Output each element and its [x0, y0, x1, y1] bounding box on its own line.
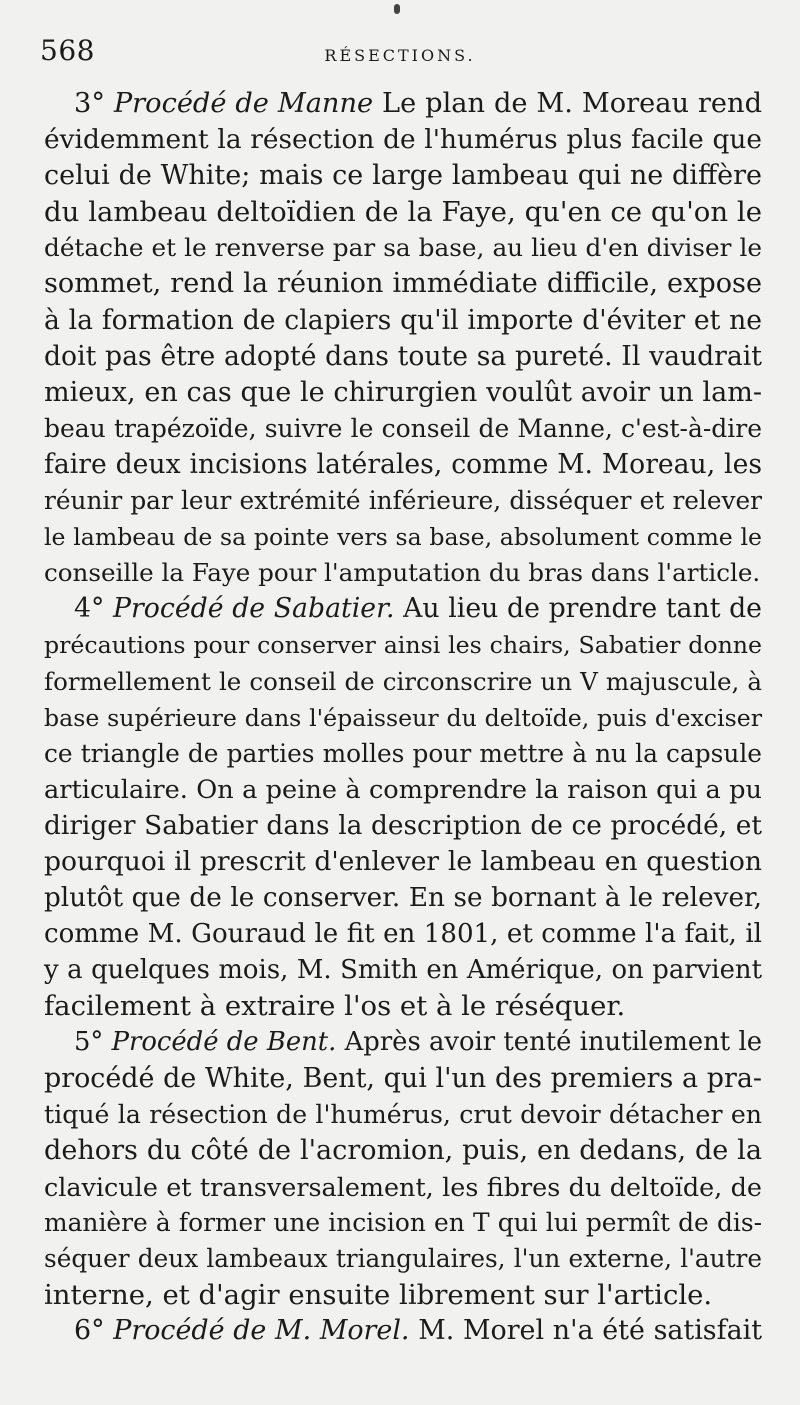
text-line — [44, 591, 762, 627]
text-line — [44, 483, 762, 519]
text-line — [44, 880, 762, 916]
section-number: 5° — [74, 1027, 112, 1058]
line-text: celui de White; mais ce large lambeau qui ne diffère — [44, 160, 762, 192]
line-text: procédé de White, Bent, qui l'un des premiers a pra- — [44, 1062, 762, 1094]
line-text: doit pas être adopté dans toute sa pureté. Il vaudrait — [44, 340, 762, 372]
text-line — [44, 1061, 762, 1097]
text-line — [44, 1241, 762, 1277]
text-line — [44, 1097, 762, 1133]
line-text: interne, et d'agir ensuite librement sur l'article. — [44, 1279, 713, 1312]
text-line — [44, 194, 762, 230]
line-text: mieux, en cas que le chirurgien voulût avoir un lam- — [44, 376, 762, 408]
text-line — [44, 916, 762, 952]
text-line — [44, 1169, 762, 1205]
line-text: dehors du côté de l'acromion, puis, en dedans, de la — [44, 1134, 762, 1166]
text-line — [44, 519, 762, 555]
line-text: pourquoi il prescrit d'enlever le lambeau en question — [44, 845, 762, 877]
line-text: à la formation de clapiers qu'il importe d'éviter et ne — [44, 304, 762, 336]
text-line — [44, 700, 762, 736]
text-line — [44, 808, 762, 844]
section-heading: Procédé de Bent. — [111, 1027, 337, 1058]
section-heading: Procédé de Manne — [113, 88, 374, 119]
text-line — [44, 1277, 762, 1313]
text-line — [44, 664, 762, 700]
text-line — [44, 1133, 762, 1169]
line-text: clavicule et transversalement, les fibres du deltoïde, de — [44, 1171, 762, 1202]
line-text: sommet, rend la réunion immédiate difficile, expose — [44, 268, 762, 300]
line-text: séquer deux lambeaux triangulaires, l'un externe, l'autre — [44, 1244, 762, 1273]
line-text: évidemment la résection de l'humérus plus facile que — [44, 125, 762, 156]
text-line — [44, 230, 762, 266]
line-text: conseille la Faye pour l'amputation du bras dans l'article. — [44, 558, 761, 588]
text-line — [44, 266, 762, 302]
line-text: M. Morel n'a été satisfait — [409, 1315, 763, 1347]
line-text: y a quelques mois, M. Smith en Amérique, on parvient — [44, 955, 762, 986]
line-text: plutôt que de le conserver. En se bornant à le relever, — [44, 883, 762, 914]
text-line — [44, 158, 762, 194]
line-text: manière à former une incision en T qui lui permît de dis- — [44, 1207, 762, 1237]
section-heading: Procédé de M. Morel. — [113, 1315, 410, 1347]
text-line — [44, 411, 762, 447]
line-text: détache et le renverse par sa base, au lieu d'en diviser le — [44, 233, 762, 263]
running-head: RÉSECTIONS. — [324, 46, 476, 65]
line-text: formellement le conseil de circonscrire un V majuscule, à — [44, 666, 762, 696]
section-number: 3° — [74, 88, 114, 119]
text-line — [44, 1024, 762, 1060]
text-line — [44, 1205, 762, 1241]
text-line — [44, 339, 762, 375]
line-text: diriger Sabatier dans la description de ce procédé, et — [44, 810, 762, 841]
line-text: Le plan de M. Moreau rend — [373, 88, 762, 119]
text-line — [44, 772, 762, 808]
text-line — [44, 303, 762, 339]
text-line — [44, 627, 762, 663]
line-text: précautions pour conserver ainsi les chairs, Sabatier donne — [44, 631, 762, 660]
body-text — [44, 86, 762, 1349]
line-text: beau trapézoïde, suivre le conseil de Manne, c'est-à-dire — [44, 413, 762, 443]
page-number: 568 — [40, 34, 95, 67]
text-line — [44, 447, 762, 483]
line-text: le lambeau de sa pointe vers sa base, absolument comme le — [44, 523, 762, 552]
line-text: articulaire. On a peine à comprendre la raison qui a pu — [44, 774, 762, 805]
line-text: réunir par leur extrémité inférieure, disséquer et relever — [44, 486, 762, 516]
section-heading: Procédé de Sabatier. — [113, 593, 395, 625]
text-line — [44, 555, 762, 591]
line-text: tiqué la résection de l'humérus, crut devoir détacher en — [44, 1099, 762, 1129]
line-text: base supérieure dans l'épaisseur du deltoïde, puis d'exciser — [44, 703, 762, 732]
line-text: ce triangle de parties molles pour mettre à nu la capsule — [44, 738, 762, 768]
line-text: Après avoir tenté inutilement le — [336, 1027, 762, 1058]
text-line — [44, 122, 762, 158]
text-line — [44, 736, 762, 772]
line-text: comme M. Gouraud le fit en 1801, et comme l'a fait, il — [44, 919, 762, 950]
ink-speck — [394, 4, 400, 14]
text-line — [44, 988, 762, 1024]
text-line — [44, 375, 762, 411]
line-text: du lambeau deltoïdien de la Faye, qu'en ce qu'on le — [44, 196, 762, 229]
line-text: faire deux incisions latérales, comme M. Moreau, les — [44, 448, 762, 480]
text-line — [44, 1313, 762, 1349]
text-line — [44, 86, 762, 122]
line-text: Au lieu de prendre tant de — [394, 593, 762, 625]
text-line — [44, 844, 762, 880]
text-line — [44, 952, 762, 988]
section-number: 4° — [74, 593, 114, 625]
line-text: facilement à extraire l'os et à le réséquer. — [44, 990, 626, 1023]
section-number: 6° — [74, 1315, 114, 1347]
